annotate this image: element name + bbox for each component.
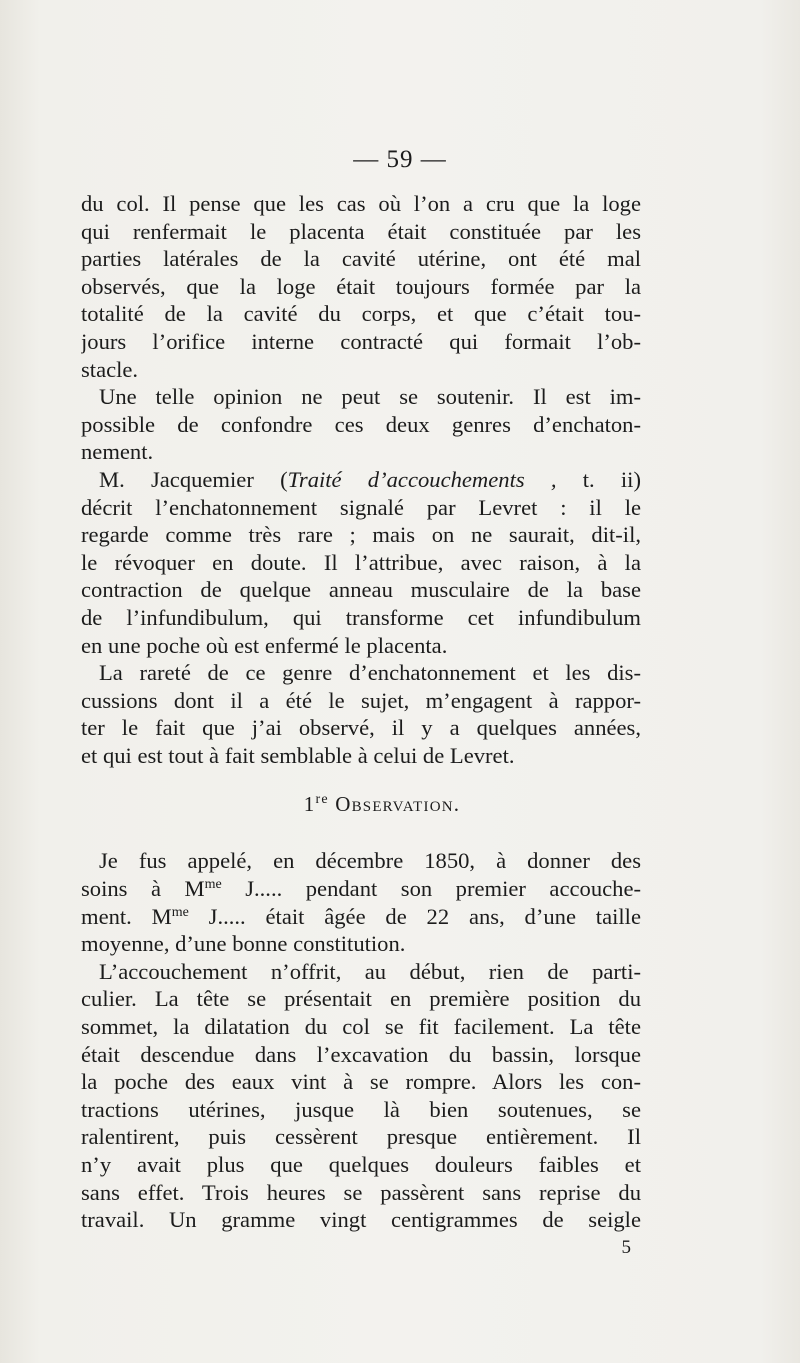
paragraph xyxy=(81,190,641,383)
paragraph xyxy=(81,466,641,659)
text-line: moyenne, d’une bonne constitution. xyxy=(81,931,406,957)
text-line: parties latérales de la cavité utérine, ont été mal xyxy=(81,246,641,272)
text-line: sans effet. Trois heures se passèrent sans reprise du xyxy=(81,1179,641,1205)
heading-number: 1 xyxy=(303,792,316,817)
text-line-with-title xyxy=(81,875,641,903)
page-number: — 59 — xyxy=(353,146,447,173)
citation-author: M. Jacquemier ( xyxy=(99,466,288,492)
citation-title: Traité d’accouchements , xyxy=(287,466,557,492)
text-line: de l’infundibulum, qui transforme cet infundibulum xyxy=(81,604,641,630)
line-part: J..... pendant son premier accouche- xyxy=(221,876,641,902)
text-line: décrit l’enchatonnement signalé par Levret : il le xyxy=(81,494,641,520)
text-line: ralentirent, puis cessèrent presque entièrement. Il xyxy=(81,1124,641,1150)
text-line-with-citation xyxy=(81,466,641,494)
signature-mark: 5 xyxy=(621,1236,631,1258)
heading-ordinal: re xyxy=(315,792,329,808)
text-line: en une poche où est enfermé le placenta. xyxy=(81,632,448,658)
paragraph xyxy=(81,383,641,466)
paragraph xyxy=(81,659,641,769)
line-part: soins à M xyxy=(81,876,205,902)
text-line: nement. xyxy=(81,439,154,465)
text-line: qui renfermait le placenta était constituée par les xyxy=(81,218,641,244)
heading-label: Observation. xyxy=(335,792,461,817)
text-line: tractions utérines, jusque là bien soutenues, se xyxy=(81,1096,641,1122)
text-line: possible de confondre ces deux genres d’enchaton- xyxy=(81,411,641,437)
line-part: ment. M xyxy=(81,903,172,929)
text-line: ter le fait que j’ai observé, il y a quelques années, xyxy=(81,715,641,741)
text-line: cussions dont il a été le sujet, m’engagent à rappor- xyxy=(81,687,641,713)
text-line: La rareté de ce genre d’enchatonnement et les dis- xyxy=(99,660,641,686)
text-line: L’accouchement n’offrit, au début, rien de parti- xyxy=(99,958,641,984)
body-text xyxy=(81,190,641,1259)
text-line: n’y avait plus que quelques douleurs faibles et xyxy=(81,1152,641,1177)
text-line: regarde comme très rare ; mais on ne saurait, dit-il, xyxy=(81,522,641,548)
paragraph xyxy=(81,958,641,1234)
text-line: culier. La tête se présentait en première position du xyxy=(81,986,641,1012)
text-line: stacle. xyxy=(81,356,139,382)
section-heading xyxy=(81,791,641,821)
title-abbrev: me xyxy=(204,877,222,893)
text-line: Une telle opinion ne peut se soutenir. Il est im- xyxy=(99,384,641,410)
text-line: jours l’orifice interne contracté qui formait l’ob- xyxy=(81,328,641,354)
text-line: sommet, la dilatation du col se fit facilement. La tête xyxy=(81,1014,641,1040)
paragraph xyxy=(81,847,641,957)
text-line: le révoquer en doute. Il l’attribue, avec raison, à la xyxy=(81,549,641,575)
text-line: du col. Il pense que les cas où l’on a cru que la loge xyxy=(81,191,641,216)
text-line: était descendue dans l’excavation du bassin, lorsque xyxy=(81,1041,641,1067)
text-line: contraction de quelque anneau musculaire de la base xyxy=(81,577,641,603)
citation-volume: t. ii) xyxy=(556,466,641,492)
text-line-with-title xyxy=(81,903,641,931)
title-abbrev: me xyxy=(171,904,189,920)
text-line: et qui est tout à fait semblable à celui de Levret. xyxy=(81,742,515,768)
text-line: travail. Un gramme vingt centigrammes de seigle xyxy=(81,1207,641,1233)
text-line: totalité de la cavité du corps, et que c’était tou- xyxy=(81,301,641,327)
text-line: Je fus appelé, en décembre 1850, à donner des xyxy=(99,848,641,874)
text-line: la poche des eaux vint à se rompre. Alors les con- xyxy=(81,1069,641,1095)
text-line: observés, que la loge était toujours formée par la xyxy=(81,273,641,299)
line-part: J..... était âgée de 22 ans, d’une taille xyxy=(188,903,641,929)
